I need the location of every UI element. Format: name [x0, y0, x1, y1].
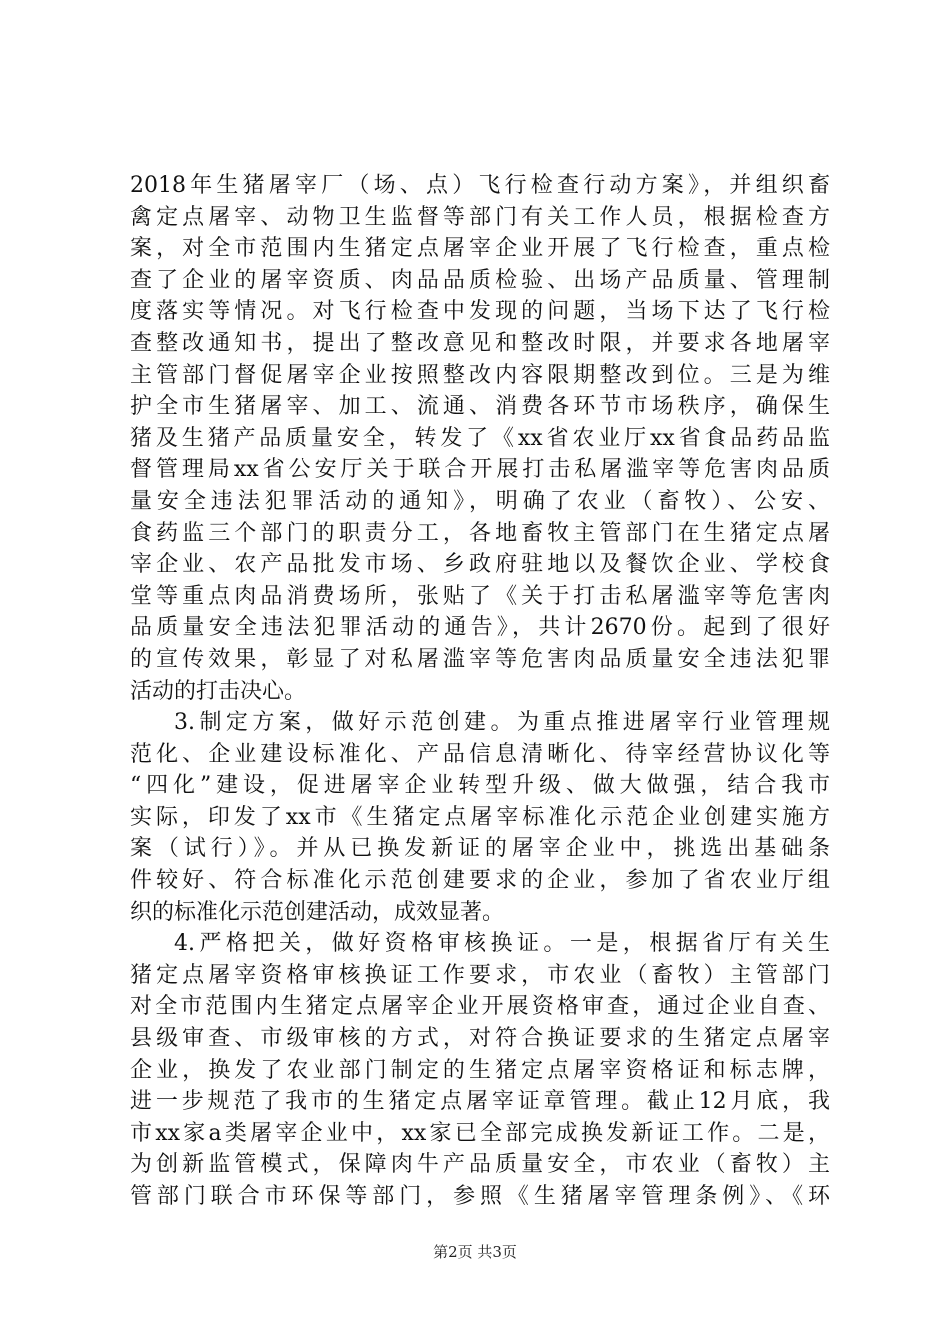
text-line: 堂等重点肉品消费场所，张贴了《关于打击私屠滥宰等危害肉 [130, 583, 830, 609]
text-line: 为创新监管模式，保障肉牛产品质量安全，市农业（畜牧）主 [130, 1152, 830, 1178]
text-line: 查整改通知书，提出了整改意见和整改时限，并要求各地屠宰 [130, 330, 830, 356]
text-line: 督管理局xx省公安厅关于联合开展打击私屠滥宰等危害肉品质 [130, 457, 830, 483]
text-line: 件较好、符合标准化示范创建要求的企业，参加了省农业厅组 [130, 868, 830, 894]
text-line: 案（试行）》。并从已换发新证的屠宰企业中，挑选出基础条 [130, 836, 830, 862]
text-line: 品质量安全违法犯罪活动的通告》，共计2670份。起到了很好 [130, 615, 830, 641]
text-line: 管部门联合市环保等部门，参照《生猪屠宰管理条例》、《环 [130, 1184, 830, 1209]
text-line: 量安全违法犯罪活动的通知》，明确了农业（畜牧）、公安、 [130, 488, 830, 514]
text-line: 案，对全市范围内生猪定点屠宰企业开展了飞行检查，重点检 [130, 236, 830, 262]
text-line: 县级审查、市级审核的方式，对符合换证要求的生猪定点屠宰 [130, 1026, 830, 1052]
text-line: 范化、企业建设标准化、产品信息清晰化、待宰经营协议化等 [130, 741, 830, 767]
text-line: 实际，印发了xx市《生猪定点屠宰标准化示范企业创建实施方 [130, 804, 830, 830]
text-line: 猪定点屠宰资格审核换证工作要求，市农业（畜牧）主管部门 [130, 962, 830, 988]
text-line: 的宣传效果，彰显了对私屠滥宰等危害肉品质量安全违法犯罪 [130, 646, 830, 672]
text-line: 度落实等情况。对飞行检查中发现的问题，当场下达了飞行检 [130, 299, 830, 325]
text-line: 禽定点屠宰、动物卫生监督等部门有关工作人员，根据检查方 [130, 204, 830, 230]
text-line: 2018年生猪屠宰厂（场、点）飞行检查行动方案》，并组织畜 [130, 173, 830, 198]
text-line: 企业，换发了农业部门制定的生猪定点屠宰资格证和标志牌， [130, 1057, 830, 1083]
text-line: 活动的打击决心。 [130, 678, 307, 704]
text-line: “四化”建设，促进屠宰企业转型升级、做大做强，结合我市 [130, 773, 830, 799]
text-line: 对全市范围内生猪定点屠宰企业开展资格审查，通过企业自查、 [130, 994, 830, 1020]
text-line: 食药监三个部门的职责分工，各地畜牧主管部门在生猪定点屠 [130, 520, 830, 546]
text-line: 市xx家a类屠宰企业中，xx家已全部完成换发新证工作。二是， [130, 1120, 830, 1146]
text-line: 猪及生猪产品质量安全，转发了《xx省农业厅xx省食品药品监 [130, 425, 830, 451]
text-line: 3.制定方案，做好示范创建。为重点推进屠宰行业管理规 [174, 710, 830, 736]
body-text [130, 170, 830, 1213]
text-line: 进一步规范了我市的生猪定点屠宰证章管理。截止12月底，我 [130, 1089, 830, 1115]
text-line: 4.严格把关，做好资格审核换证。一是，根据省厅有关生 [174, 931, 830, 957]
text-line: 主管部门督促屠宰企业按照整改内容限期整改到位。三是为维 [130, 362, 830, 388]
page-footer: 第2页 共3页 [433, 1243, 517, 1261]
text-line: 织的标准化示范创建活动，成效显著。 [130, 899, 505, 925]
text-line: 查了企业的屠宰资质、肉品品质检验、出场产品质量、管理制 [130, 267, 830, 293]
text-line: 护全市生猪屠宰、加工、流通、消费各环节市场秩序，确保生 [130, 394, 830, 420]
text-line: 宰企业、农产品批发市场、乡政府驻地以及餐饮企业、学校食 [130, 552, 830, 578]
